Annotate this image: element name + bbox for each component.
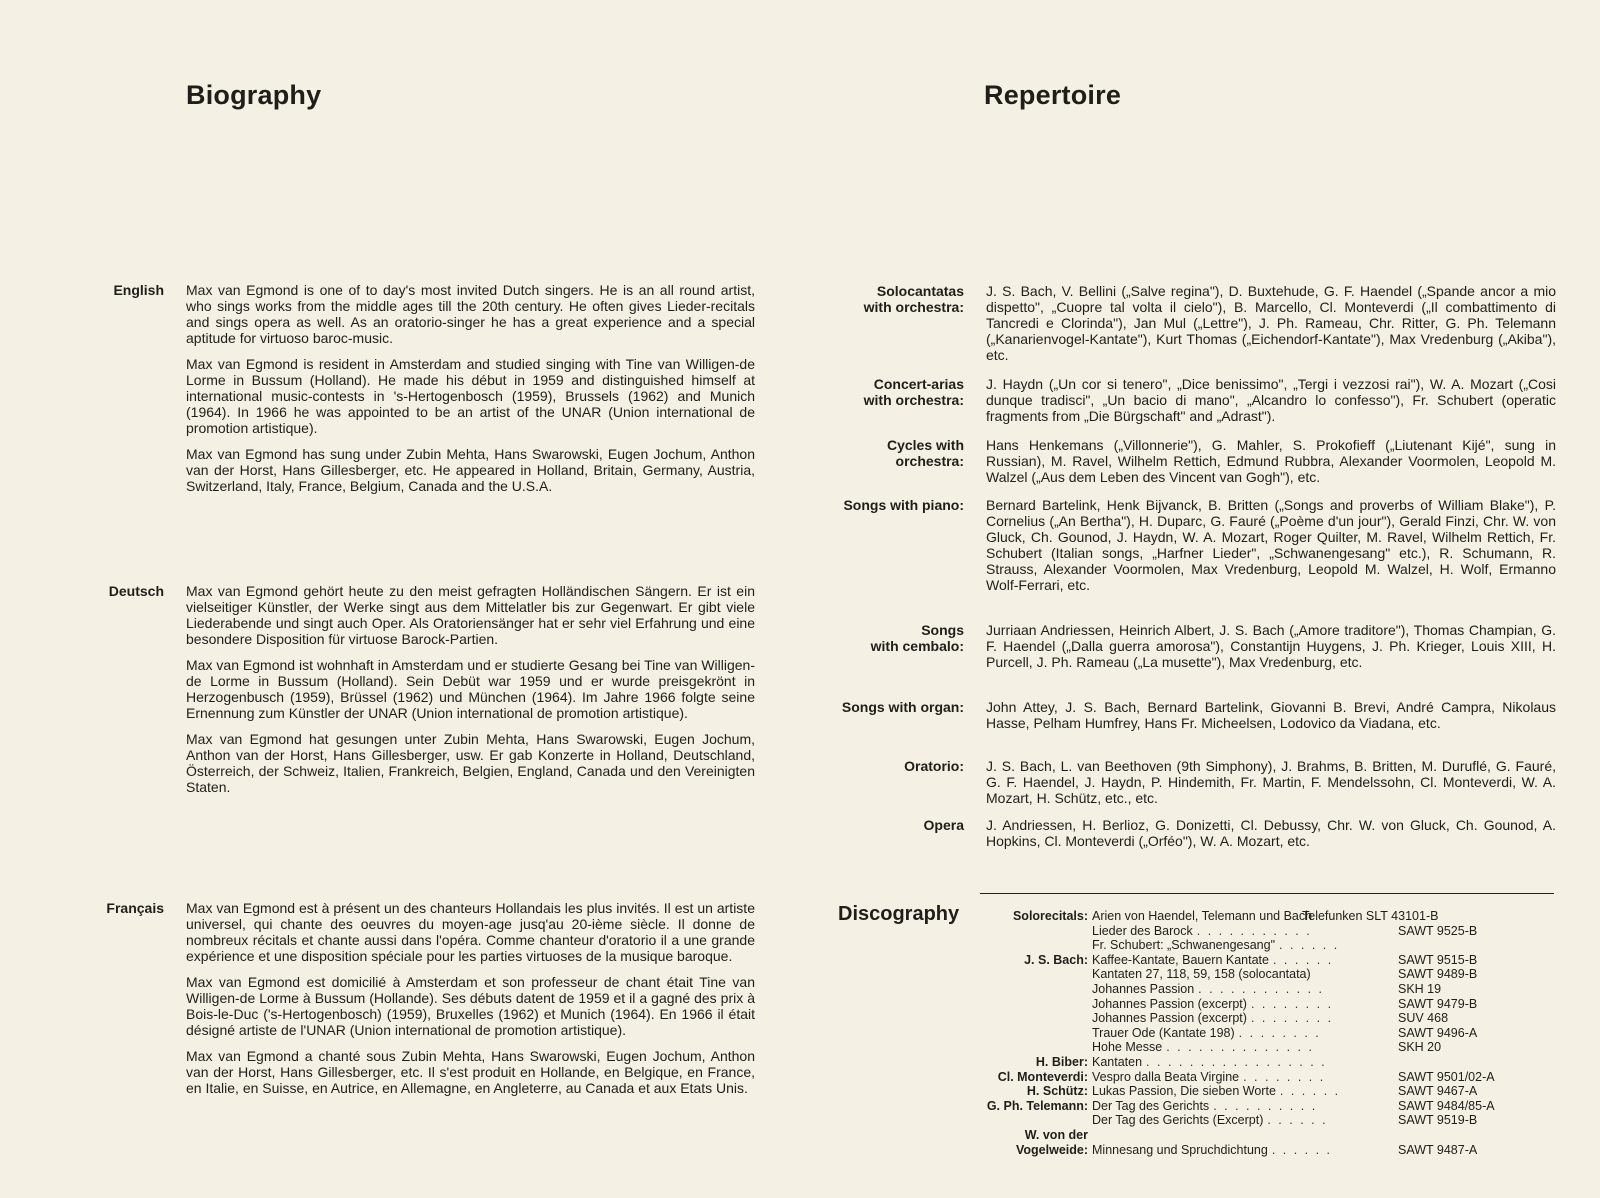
discography-record-label: SAWT 9496-A (1398, 1025, 1478, 1040)
repertoire-category-text: J. Haydn („Un cor si tenero", „Dice benissimo", „Tergi i vezzosi rai"), W. A. Mozart („Cosi dunque tradisci", „Un bacio di mano", „Alcandro lo confesso"), Fr. Schubert (operatic fragments from „Die Bürgschaft" and „Adrast"). (986, 376, 1556, 424)
discography-row (976, 953, 1556, 968)
repertoire-category-label: Songs with piano: (843, 497, 964, 513)
discography-work-cell (1092, 1084, 1374, 1099)
discography-label-cell (1374, 1026, 1542, 1041)
discography-record-label: SAWT 9501/02-A (1398, 1069, 1495, 1084)
discography-label-cell (1374, 1113, 1542, 1128)
discography-leader-dots: . . . . . . . . . . . . (1198, 981, 1325, 996)
repertoire-category-text: J. S. Bach, V. Bellini („Salve regina"), D. Buxtehude, G. F. Haendel („Spande ancor a mio dispetto", „Cuopre tal volta il cielo"), B. Marcello, Cl. Monteverdi („Il combattimento di Tancredi e Clorinda"), Jan Mul („Lettre"), J. Ph. Rameau, Chr. Ritter, G. Ph. Telemann („Kanarienvogel-Kantate"), Kurt Thomas („Eichendorf-Kantate"), Max Vredenburg („Akiba"), etc. (986, 283, 1556, 363)
discography-row (976, 1011, 1556, 1026)
bio-paragraph: Max van Egmond is one of to day's most invited Dutch singers. He is an all round artist, who sings works from the middle ages till the 20th century. He often gives Lieder-recitals and sings opera as well. As an oratorio-singer he has a great experience and a special aptitude for virtuoso baroc-music. (186, 282, 755, 346)
discography-work-cell (1092, 938, 1374, 953)
discography-label-cell (1302, 909, 1542, 924)
repertoire-category-text: J. Andriessen, H. Berlioz, G. Donizetti, Cl. Debussy, Chr. W. von Gluck, Ch. Gounod, A. Hopkins, Cl. Monteverdi („Orféo"), W. A. Mozart, etc. (986, 817, 1556, 849)
discography-work-cell (1092, 1011, 1374, 1026)
repertoire-category-text: Bernard Bartelink, Henk Bijvanck, B. Britten („Songs and proverbs of William Blake"), P. Cornelius („An Bertha"), H. Duparc, G. Fauré („Poème d'un jour"), Gerald Finzi, Chr. W. von Gluck, Ch. Gounod, J. Haydn, W. A. Mozart, Roger Quilter, M. Ravel, Wilhelm Rettich, Fr. Schubert (Italian songs, „Harfner Lieder", „Schwanengesang" etc.), R. Schumann, R. Strauss, Alexander Voormolen, Max Vredenburg, Leopold M. Walzel, H. Wolf, Ermanno Wolf-Ferrari, etc. (986, 497, 1556, 593)
discography-record-label: SKH 20 (1398, 1040, 1442, 1055)
repertoire-category-label: Concert-arias with orchestra: (863, 376, 964, 408)
discography-work: Johannes Passion (1092, 981, 1195, 996)
discography-record-label: SKH 19 (1398, 981, 1442, 996)
discography-row (976, 1113, 1556, 1128)
repertoire-category-label: Oratorio: (904, 758, 964, 774)
bio-paragraph: Max van Egmond is resident in Amsterdam and studied singing with Tine van Willigen-de Lorme in Bussum (Holland). He made his début in 1959 and distinguished himself at international music-contests in 's-Hertogenbosch (1959), Brussels (1962) and Munich (1964). In 1966 he was appointed to be an artist of the UNAR (Union international de promotion artistique). (186, 356, 755, 436)
discography-composer: H. Biber: (1035, 1054, 1088, 1069)
discography-record-label: SAWT 9519-B (1398, 1113, 1478, 1128)
discography-work: Hohe Messe (1092, 1040, 1163, 1055)
discography-work-cell (1092, 953, 1374, 968)
discography-label-cell (1374, 1084, 1542, 1099)
discography-row (976, 1099, 1556, 1114)
discography-work: Lieder des Barock (1092, 923, 1193, 938)
discography-work-cell (1092, 1040, 1374, 1055)
repertoire-category-label: Opera (923, 817, 964, 833)
discography-label-cell (1374, 1070, 1542, 1085)
discography-row (976, 982, 1556, 997)
discography-label-cell (1374, 924, 1542, 939)
discography-record-label: SAWT 9487-A (1398, 1142, 1478, 1157)
discography-work: Kantaten 27, 118, 59, 158 (solocantata) (1092, 967, 1311, 982)
bio-paragraph: Max van Egmond ist wohnhaft in Amsterdam und er studierte Gesang bei Tine van Willigen-de Lorme in Bussum (Holland). Sein Debüt war 1959 und er wurde preisgekrönt in Herzogenbusch (1959), Brüssel (1962) und München (1964). Im Jahre 1966 folgte seine Ernennung zum Künstler der UNAR (Union international de promotion artistique). (186, 657, 755, 721)
discography-composer: J. S. Bach: (1024, 952, 1088, 967)
discography-leader-dots: . . . . . . (1279, 1084, 1341, 1099)
discography-record-label: SAWT 9484/85-A (1398, 1098, 1495, 1113)
biography-title: Biography (186, 80, 322, 110)
discography-record-label: SAWT 9515-B (1398, 952, 1478, 967)
bio-paragraph: Max van Egmond a chanté sous Zubin Mehta, Hans Swarowski, Eugen Jochum, Anthon van der Horst, Hans Gillesberger, etc. Il s'est produit en Hollande, en Belgique, en France, en Italie, en Suisse, en Autrice, en Allemagne, en Angleterre, au Canada et aux Etats Unis. (186, 1048, 755, 1096)
discography-leader-dots: . . . . . . . . . . . (1196, 923, 1312, 938)
discography-record-label: SUV 468 (1398, 1011, 1449, 1026)
repertoire-category-text: J. S. Bach, L. van Beethoven (9th Simphony), J. Brahms, B. Britten, M. Duruflé, G. Fauré, G. F. Haendel, J. Haydn, P. Hindemith, Fr. Martin, F. Mendelssohn, Cl. Monteverdi, W. A. Mozart, H. Schütz, etc., etc. (986, 758, 1556, 806)
discography-row (976, 1128, 1556, 1157)
discography-label-cell (1374, 982, 1542, 997)
discography-record-label: SAWT 9479-B (1398, 996, 1478, 1011)
discography-label-cell (1374, 1055, 1542, 1070)
discography-record-label: SAWT 9467-A (1398, 1084, 1478, 1099)
discography-leader-dots: . . . . . . . . (1250, 996, 1334, 1011)
discography-label-cell (1374, 997, 1542, 1012)
discography-work: Trauer Ode (Kantate 198) (1092, 1025, 1235, 1040)
repertoire-category-text: Jurriaan Andriessen, Heinrich Albert, J. S. Bach („Amore traditore"), Thomas Champian, G. F. Haendel („Dalla guerra amorosa"), Constantijn Huygens, J. Ph. Krieger, Louis XIII, H. Purcell, J. Ph. Rameau („La musette"), Max Vredenburg, etc. (986, 622, 1556, 670)
discography-title: Discography (838, 903, 960, 925)
discography-leader-dots: . . . . . . . . (1238, 1025, 1321, 1040)
discography-row (976, 1026, 1556, 1041)
discography-label-cell (1374, 953, 1542, 968)
lang-label-francais: Français (106, 900, 164, 916)
repertoire-category-text: Hans Henkemans („Villonnerie"), G. Mahler, S. Prokofieff („Liutenant Kijé", sung in Russian), M. Ravel, Wilhelm Rettich, Edmund Rubbra, Alexander Voormolen, Leopold M. Walzel („Aus dem Leben des Vincent van Gogh"), etc. (986, 437, 1556, 485)
discography-row (976, 1070, 1556, 1085)
discography-composer: Cl. Monteverdi: (997, 1069, 1088, 1084)
discography-work: Minnesang und Spruchdichtung (1092, 1142, 1268, 1157)
discography-composer: H. Schütz: (1026, 1084, 1088, 1099)
discography-table (976, 909, 1556, 1157)
discography-leader-dots: . . . . . . . . . . (1213, 1098, 1318, 1113)
bio-francais (186, 900, 755, 1106)
discography-work: Der Tag des Gerichts (1092, 1098, 1210, 1113)
discography-row (976, 909, 1556, 924)
discography-record-label: SAWT 9489-B (1398, 967, 1478, 982)
bio-paragraph: Max van Egmond gehört heute zu den meist gefragten Holländischen Sängern. Er ist ein vielseitiger Künstler, der Werke singt aus dem Mittelatler bis zur Gegenwart. Er gibt viele Liederabende und singt auch Oper. Als Oratoriensänger hat er sehr viel Erfahrung und eine besondere Disposition für virtuose Barock-Partien. (186, 583, 755, 647)
discography-leader-dots: . . . . . . (1271, 1142, 1333, 1157)
discography-row (976, 924, 1556, 939)
discography-composer: W. von der Vogelweide: (1015, 1127, 1088, 1157)
repertoire-category-label: Cycles with orchestra: (886, 437, 964, 469)
discography-leader-dots: . . . . . . . . (1250, 1011, 1334, 1026)
discography-work-cell (1092, 1026, 1374, 1041)
discography-work: Kantaten (1092, 1054, 1143, 1069)
discography-work: Lukas Passion, Die sieben Worte (1092, 1084, 1276, 1099)
discography-composer: G. Ph. Telemann: (986, 1098, 1088, 1113)
bio-deutsch (186, 583, 755, 805)
discography-leader-dots: . . . . . . . . . . . . . . (1166, 1040, 1314, 1055)
discography-divider (980, 893, 1554, 894)
bio-paragraph: Max van Egmond est domicilié à Amsterdam et son professeur de chant était Tine van Willigen-de Lorme à Bussum (Hollande). Ses débuts datent de 1959 et il a gagné des prix à Bois-le-Duc ('s-Hertogenbosch) (1959), Bruxelles (1962) et Munich (1964). En 1966 il était désigné artiste de l'UNAR (Union international de promotion artistique). (186, 974, 755, 1038)
discography-work-cell (1092, 1143, 1374, 1158)
discography-row (976, 997, 1556, 1012)
discography-work: Fr. Schubert: „Schwanengesang" (1092, 938, 1276, 953)
discography-work: Johannes Passion (excerpt) (1092, 1011, 1247, 1026)
discography-label-cell (1374, 1143, 1542, 1158)
bio-paragraph: Max van Egmond has sung under Zubin Mehta, Hans Swarowski, Eugen Jochum, Anthon van der Horst, Hans Gillesberger, etc. He appeared in Holland, Britain, Germany, Austria, Switzerland, Italy, France, Belgium, Canada and the U.S.A. (186, 446, 755, 494)
repertoire-category-label: Songs with organ: (841, 699, 964, 715)
lang-label-english: English (113, 282, 164, 298)
bio-paragraph: Max van Egmond hat gesungen unter Zubin Mehta, Hans Swarowski, Eugen Jochum, Anthon van der Horst, Hans Gillesberger, usw. Er gab Konzerte in Holland, Deutschland, Österreich, der Schweiz, Italien, Frankreich, Belgien, England, Canada und den Vereinigten Staten. (186, 731, 755, 795)
discography-work-cell (1092, 924, 1374, 939)
discography-work: Kaffee-Kantate, Bauern Kantate (1092, 952, 1269, 967)
lang-label-deutsch: Deutsch (108, 583, 164, 599)
discography-label-cell (1374, 1099, 1542, 1114)
discography-work-cell (1092, 1070, 1374, 1085)
discography-leader-dots: . . . . . . (1272, 952, 1334, 967)
discography-record-label: Telefunken SLT 43101-B (1302, 909, 1439, 923)
discography-row (976, 1055, 1556, 1070)
discography-work-cell (1092, 997, 1374, 1012)
discography-label-cell (1374, 1011, 1542, 1026)
repertoire-category-label: Solocantatas with orchestra: (863, 283, 964, 315)
repertoire-category-text: John Attey, J. S. Bach, Bernard Bartelink, Giovanni B. Brevi, André Campra, Nikolaus Hasse, Pelham Humfrey, Hans Fr. Micheelsen, Lodovico da Viadana, etc. (986, 699, 1556, 731)
discography-leader-dots (1311, 967, 1374, 982)
discography-work-cell (1092, 982, 1374, 997)
discography-label-cell (1374, 1040, 1542, 1055)
discography-leader-dots: . . . . . . (1279, 938, 1340, 953)
bio-paragraph: Max van Egmond est à présent un des chanteurs Hollandais les plus invités. Il est un artiste universel, qui chante des oeuvres du moyen-age jusq'au 20-ième siècle. Il donne de nombreux récitals et chante aussi dans l'opéra. Comme chanteur d'oratorio il a une grande expérience et une disposition spéciale pour les parties virtuoses de la musique baroque. (186, 900, 755, 964)
discography-work: Johannes Passion (excerpt) (1092, 996, 1247, 1011)
discography-leader-dots: . . . . . . (1267, 1113, 1328, 1128)
repertoire-category-label: Songs with cembalo: (870, 622, 964, 654)
discography-composer: Solorecitals: (1012, 909, 1088, 923)
repertoire-title: Repertoire (984, 80, 1122, 110)
discography-work: Vespro dalla Beata Virgine (1092, 1069, 1240, 1084)
discography-leader-dots: . . . . . . . . . . . . . . . . . (1146, 1054, 1327, 1069)
discography-work: Arien von Haendel, Telemann und Bach (1092, 909, 1313, 923)
discography-row (976, 967, 1556, 982)
discography-label-cell (1374, 967, 1542, 982)
discography-work: Der Tag des Gerichts (Excerpt) (1092, 1113, 1264, 1128)
discography-row (976, 1084, 1556, 1099)
discography-leader-dots: . . . . . . . . (1243, 1069, 1326, 1084)
discography-work-cell (1092, 967, 1374, 982)
bio-english (186, 282, 755, 504)
discography-record-label: SAWT 9525-B (1398, 923, 1478, 938)
discography-work-cell (1092, 1099, 1374, 1114)
discography-row (976, 1040, 1556, 1055)
discography-label-cell (1374, 938, 1542, 953)
discography-work-cell (1092, 1055, 1374, 1070)
discography-row (976, 938, 1556, 953)
discography-work-cell (1092, 1113, 1374, 1128)
